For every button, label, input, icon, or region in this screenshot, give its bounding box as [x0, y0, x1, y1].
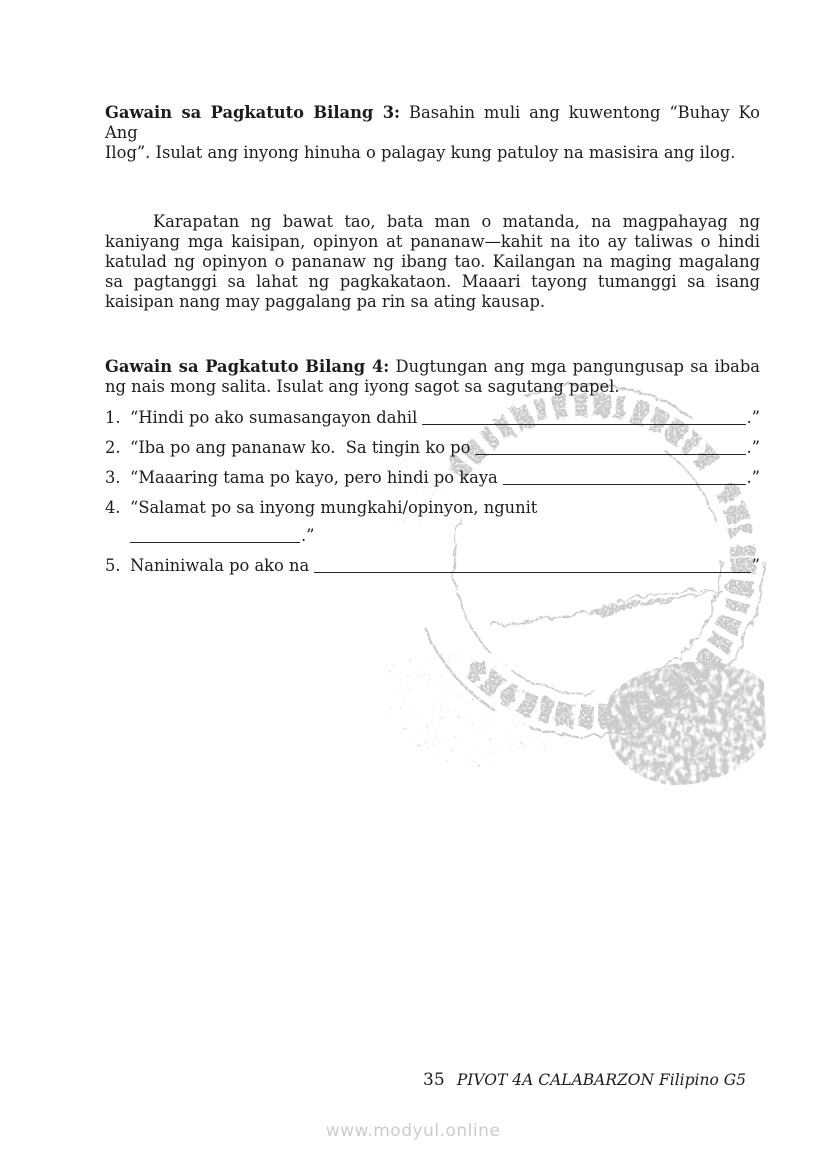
- item-text: “Salamat po sa inyong mungkahi/opinyon, ngunit: [130, 497, 538, 517]
- activity-4-instruction-line2: ng nais mong salita. Isulat ang iyong sagot sa sagutang papel.: [105, 377, 620, 397]
- paragraph-line: katulad ng opinyon o pananaw ng ibang tao. Kailangan na maging magalang: [105, 251, 760, 271]
- item-number: 1.: [105, 407, 121, 427]
- footer-edition: PIVOT 4A CALABARZON Filipino G5: [456, 1071, 746, 1089]
- item-number: 3.: [105, 467, 121, 487]
- activity-4-instruction-line1: Dugtungan ang mga pangungusap sa ibaba: [395, 357, 760, 377]
- item-text: “Iba po ang pananaw ko. Sa tingin ko po: [130, 437, 471, 457]
- paragraph-line: kaisipan nang may paggalang pa rin sa ating kausap.: [105, 291, 546, 311]
- item-suffix: .”: [301, 525, 315, 545]
- fill-item-4: [105, 498, 760, 546]
- item-suffix: ”: [751, 555, 760, 575]
- answer-blank: [422, 424, 745, 425]
- paragraph-line: sa pagtanggi sa lahat ng pagkakataon. Maaari tayong tumanggi sa isang: [105, 271, 760, 291]
- item-number: 5.: [105, 555, 121, 575]
- item-suffix: .”: [746, 437, 760, 457]
- answer-blank: [314, 572, 750, 573]
- fill-item-3: [105, 468, 760, 488]
- rights-paragraph: [105, 212, 760, 311]
- item-suffix: .”: [746, 467, 760, 487]
- item-number: 2.: [105, 437, 121, 457]
- fill-item-5: [105, 556, 760, 576]
- item-text: “Maaaring tama po kayo, pero hindi po kaya: [130, 467, 498, 487]
- activity-3-instruction-line2: Ilog”. Isulat ang inyong hinuha o palagay kung patuloy na masisira ang ilog.: [105, 142, 736, 162]
- paragraph-line: Karapatan ng bawat tao, bata man o matanda, na magpahayag ng: [153, 212, 760, 232]
- fill-item-2: [105, 438, 760, 458]
- item-suffix: .”: [746, 407, 760, 427]
- item-text: “Hindi po ako sumasangayon dahil: [130, 407, 418, 427]
- activity-4-header: [105, 357, 760, 397]
- answer-blank: [503, 484, 746, 485]
- paragraph-line: kaniyang mga kaisipan, opinyon at pananaw—kahit na ito ay taliwas o hindi: [105, 232, 760, 252]
- activity-3-label: Gawain sa Pagkatuto Bilang 3:: [105, 103, 401, 122]
- answer-blank: [130, 542, 300, 543]
- activity-3-header: [105, 103, 760, 162]
- activity-3-instruction-line1: Basahin muli ang kuwentong “Buhay Ko Ang: [105, 103, 760, 142]
- page-number: 35: [423, 1070, 445, 1090]
- fill-in-list: [105, 408, 760, 576]
- item-number: 4.: [105, 497, 121, 517]
- activity-4-label: Gawain sa Pagkatuto Bilang 4:: [105, 357, 390, 377]
- item-text: Naniniwala po ako na: [130, 555, 310, 575]
- site-watermark: www.modyul.online: [325, 1121, 501, 1141]
- page-body: [0, 0, 826, 576]
- fill-item-1: [105, 408, 760, 428]
- answer-blank: [475, 454, 745, 455]
